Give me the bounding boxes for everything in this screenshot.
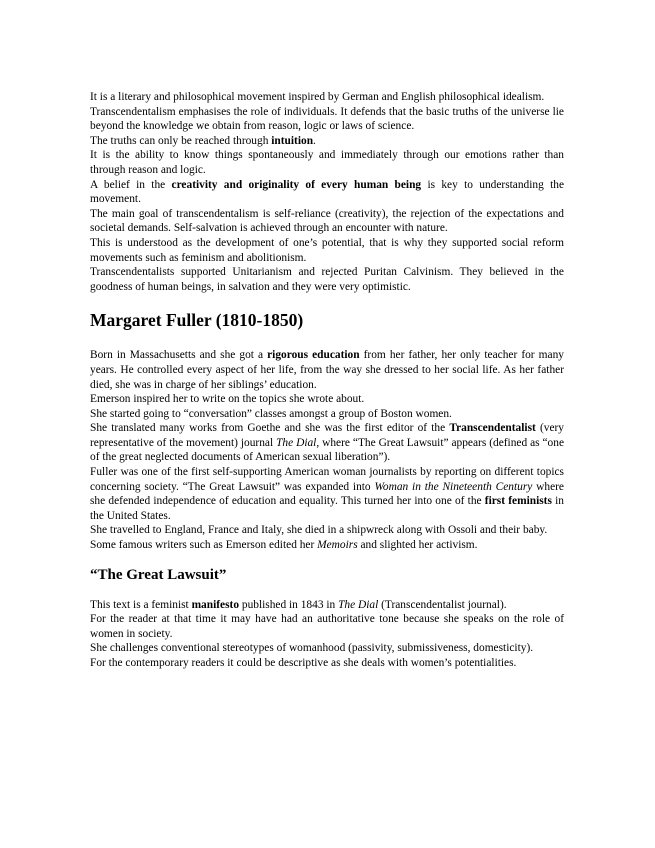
paragraph [90,134,564,149]
bold-text: creativity and originality of every human being [171,178,422,191]
italic-title: Memoirs [317,539,358,552]
paragraph [90,207,564,236]
paragraph [90,348,564,392]
text-run: A belief in the [90,178,172,191]
paragraph [90,465,564,523]
text-run: It is a literary and philosophical movement inspired by German and English philosophical idealism. [90,91,545,103]
text-run: It is the ability to know things spontaneously and immediately through our emotions rather than through reason and logic. [90,149,564,176]
paragraph [90,641,564,656]
bold-text: Transcendentalist [449,422,536,435]
paragraph [90,236,564,265]
text-run: . [313,134,316,147]
text-run: from her father, her only teacher for many years. He controlled every aspect of her life, from the way she dressed to her social life. As her father died, she was in charge of her siblings’ education. [90,349,564,391]
intro-section [90,90,564,294]
italic-title: The Dial [276,436,317,449]
text-run: The truths can only be reached through [90,134,272,147]
paragraph [90,407,564,422]
section-heading-great-lawsuit: “The Great Lawsuit” [90,566,227,583]
paragraph [90,105,564,134]
text-run: She translated many works from Goethe and she was the first editor of the [90,422,450,435]
bold-text: manifesto [191,598,240,611]
bold-text: rigorous education [267,349,360,362]
text-run: (Transcendentalist journal). [378,598,507,611]
text-run: She started going to “conversation” classes amongst a group of Boston women. [90,407,452,420]
text-run: Some famous writers such as Emerson edited her [90,539,318,552]
italic-title: The Dial [338,598,379,611]
text-run: She travelled to England, France and Italy, she died in a shipwreck along with Ossoli and their baby. [90,524,548,537]
paragraph [90,392,564,407]
paragraph [90,90,564,105]
paragraph [90,538,564,553]
text-run: (very representative of the movement) journal [90,422,565,449]
paragraph [90,421,564,465]
text-run: where she defended independence of education and equality. This turned her into one of the [90,480,564,508]
text-run: This text is a feminist [90,598,192,611]
text-run: and slighted her activism. [357,539,478,552]
paragraph [90,148,564,177]
text-run: , where “The Great Lawsuit” appears (defined as “one of the great neglected documents of American sexual liberation”). [90,436,565,464]
text-run: Fuller was one of the first self-supporting American woman journalists by reporting on different topics concerning society. “The Great Lawsuit” was expanded into [90,466,564,493]
text-run: For the reader at that time it may have had an authoritative tone because she speaks on the role of women in society. [90,613,564,640]
text-run: For the contemporary readers it could be descriptive as she deals with women’s potentialities. [90,657,517,669]
lawsuit-section [90,598,564,671]
bold-text: first feminists [484,495,552,508]
bold-text: intuition [271,134,314,147]
paragraph [90,612,564,641]
text-run: Born in Massachusetts and she got a [90,349,268,362]
paragraph [90,523,564,538]
text-run: She challenges conventional stereotypes of womanhood (passivity, submissiveness, domesticity). [90,642,534,655]
text-run: Transcendentalism emphasises the role of individuals. It defends that the basic truths of the universe lie beyond the knowledge we obtain from reason, logic or laws of science. [90,105,564,133]
paragraph [90,656,564,671]
text-run: published in 1843 in [239,598,339,611]
paragraph [90,598,564,613]
text-run: Emerson inspired her to write on the topics she wrote about. [90,393,365,406]
text-run: Transcendentalists supported Unitarianism and rejected Puritan Calvinism. They believed in the goodness of human beings, in salvation and they were very optimistic. [90,266,564,293]
text-run: This is understood as the development of one’s potential, that is why they supported social reform movements such as feminism and abolitionism. [90,236,564,264]
text-run: in the United States. [90,495,564,522]
italic-title: Woman in the Nineteenth Century [374,480,533,493]
fuller-section [90,348,564,552]
section-heading-margaret-fuller: Margaret Fuller (1810-1850) [90,310,304,331]
paragraph [90,178,564,207]
text-run: The main goal of transcendentalism is self-reliance (creativity), the rejection of the expectations and societal demands. Self-salvation is achieved through an encounter with nature. [90,207,564,235]
document-page [90,90,564,671]
paragraph [90,265,564,294]
text-run: is key to understanding the movement. [90,178,565,206]
